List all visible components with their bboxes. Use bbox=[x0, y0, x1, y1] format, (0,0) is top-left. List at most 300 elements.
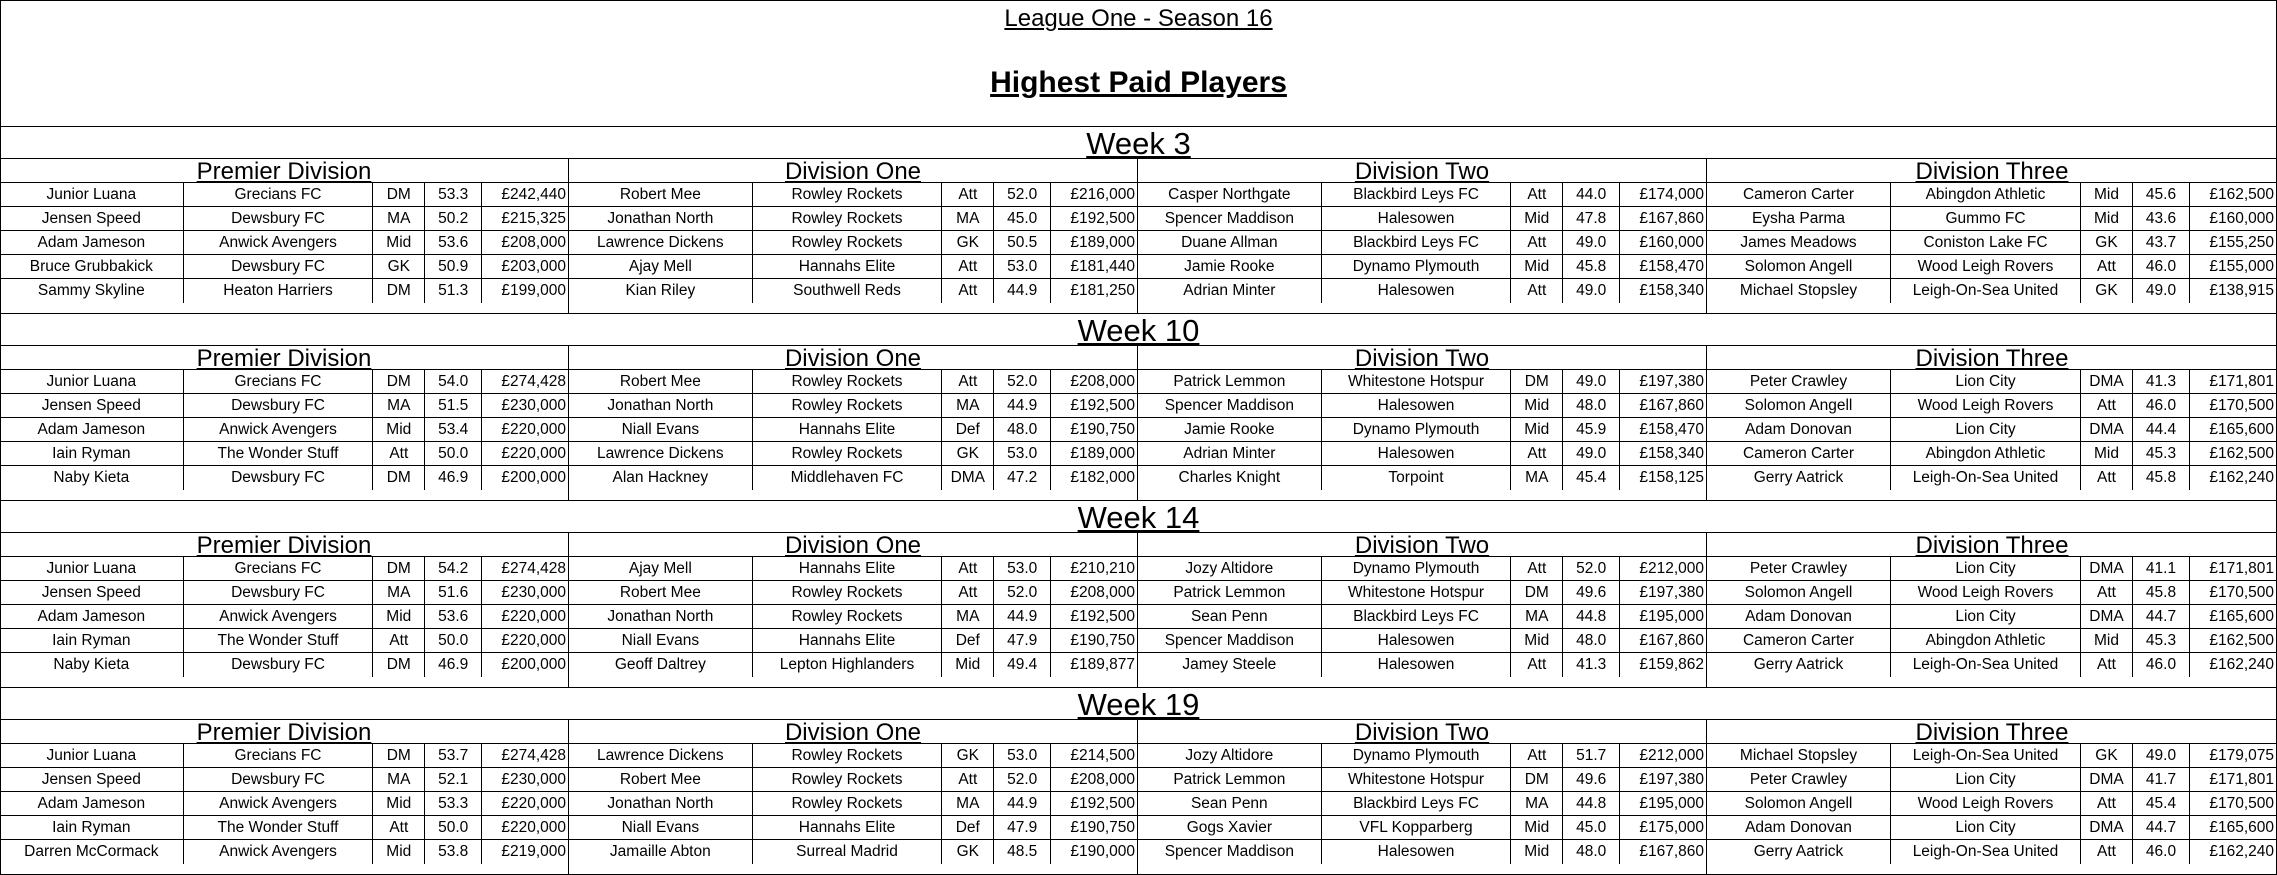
table-row bbox=[1138, 279, 1706, 303]
division-name: Division One bbox=[569, 158, 1137, 183]
club-name: Halesowen bbox=[1322, 653, 1512, 677]
wage: £189,877 bbox=[1070, 656, 1135, 673]
division-name: Division Three bbox=[1707, 158, 2277, 183]
player-name: Ajay Mell bbox=[569, 557, 753, 580]
position: DM bbox=[1511, 768, 1563, 791]
rating: 50.0 bbox=[425, 816, 482, 839]
player-name: Gerry Aatrick bbox=[1707, 840, 1891, 864]
club-name: Leigh-On-Sea United bbox=[1891, 466, 2081, 490]
table-row bbox=[1138, 466, 1706, 490]
position: Att bbox=[1511, 183, 1563, 206]
rating: 46.0 bbox=[2133, 255, 2190, 278]
rating: 45.8 bbox=[2133, 466, 2190, 490]
wage: £212,000 bbox=[1639, 747, 1704, 764]
wage: £165,600 bbox=[2209, 421, 2274, 438]
player-name: Patrick Lemmon bbox=[1138, 581, 1322, 604]
rating: 50.2 bbox=[425, 207, 482, 230]
rating: 46.9 bbox=[425, 466, 482, 490]
position: Mid bbox=[2081, 442, 2133, 465]
player-name: Gerry Aatrick bbox=[1707, 653, 1891, 677]
table-row bbox=[569, 629, 1137, 653]
position: Mid bbox=[373, 840, 425, 864]
wage: £159,862 bbox=[1639, 656, 1704, 673]
table-row bbox=[1707, 466, 2277, 490]
position: GK bbox=[373, 255, 425, 278]
table-row bbox=[0, 816, 568, 840]
position: DM bbox=[373, 653, 425, 677]
rating: 50.9 bbox=[425, 255, 482, 278]
position: Att bbox=[1511, 279, 1563, 303]
wage: £171,801 bbox=[2209, 771, 2274, 788]
player-name: Iain Ryman bbox=[0, 816, 184, 839]
player-name: Peter Crawley bbox=[1707, 557, 1891, 580]
club-name: Lion City bbox=[1891, 557, 2081, 580]
club-name: Rowley Rockets bbox=[753, 207, 943, 230]
position: GK bbox=[942, 840, 994, 864]
division-table bbox=[1707, 345, 2277, 500]
rating: 43.7 bbox=[2133, 231, 2190, 254]
position: MA bbox=[942, 207, 994, 230]
wage: £212,000 bbox=[1639, 560, 1704, 577]
player-name: Niall Evans bbox=[569, 629, 753, 652]
club-name: Gummo FC bbox=[1891, 207, 2081, 230]
wage: £190,750 bbox=[1070, 632, 1135, 649]
rating: 41.3 bbox=[2133, 370, 2190, 393]
club-name: Whitestone Hotspur bbox=[1322, 581, 1512, 604]
wage: £208,000 bbox=[1070, 584, 1135, 601]
wage: £230,000 bbox=[501, 397, 566, 414]
club-name: Rowley Rockets bbox=[753, 605, 943, 628]
club-name: Wood Leigh Rovers bbox=[1891, 792, 2081, 815]
division-row bbox=[0, 532, 2277, 687]
wage: £230,000 bbox=[501, 584, 566, 601]
club-name: Coniston Lake FC bbox=[1891, 231, 2081, 254]
table-row bbox=[0, 442, 568, 466]
club-name: Rowley Rockets bbox=[753, 394, 943, 417]
player-name: Darren McCormack bbox=[0, 840, 184, 864]
player-rows bbox=[569, 744, 1137, 864]
club-name: Lion City bbox=[1891, 816, 2081, 839]
wage: £181,440 bbox=[1070, 258, 1135, 275]
position: Att bbox=[942, 183, 994, 206]
rating: 41.1 bbox=[2133, 557, 2190, 580]
table-row bbox=[569, 442, 1137, 466]
table-row bbox=[0, 792, 568, 816]
wage: £208,000 bbox=[1070, 373, 1135, 390]
wage: £214,500 bbox=[1070, 747, 1135, 764]
player-name: Junior Luana bbox=[0, 370, 184, 393]
position: Att bbox=[2081, 792, 2133, 815]
wage: £160,000 bbox=[2209, 210, 2274, 227]
wage: £274,428 bbox=[501, 747, 566, 764]
position: DMA bbox=[2081, 816, 2133, 839]
player-name: Solomon Angell bbox=[1707, 255, 1891, 278]
rating: 52.1 bbox=[425, 768, 482, 791]
wage: £216,000 bbox=[1070, 186, 1135, 203]
player-name: Michael Stopsley bbox=[1707, 744, 1891, 767]
rating: 49.0 bbox=[1563, 279, 1620, 303]
player-name: Michael Stopsley bbox=[1707, 279, 1891, 303]
club-name: Anwick Avengers bbox=[184, 840, 374, 864]
table-row bbox=[1707, 744, 2277, 768]
rating: 52.0 bbox=[994, 370, 1051, 393]
table-row bbox=[569, 370, 1137, 394]
player-rows bbox=[1138, 744, 1706, 864]
rating: 45.4 bbox=[2133, 792, 2190, 815]
player-name: Jensen Speed bbox=[0, 768, 184, 791]
table-row bbox=[1138, 581, 1706, 605]
club-name: Lepton Highlanders bbox=[753, 653, 943, 677]
table-row bbox=[1707, 279, 2277, 303]
club-name: Lion City bbox=[1891, 605, 2081, 628]
table-row bbox=[1707, 768, 2277, 792]
position: Mid bbox=[373, 418, 425, 441]
player-name: Adrian Minter bbox=[1138, 279, 1322, 303]
player-name: Geoff Daltrey bbox=[569, 653, 753, 677]
table-row bbox=[1707, 418, 2277, 442]
division-name: Division Three bbox=[1707, 345, 2277, 370]
table-row bbox=[569, 394, 1137, 418]
wage: £220,000 bbox=[501, 421, 566, 438]
player-name: Patrick Lemmon bbox=[1138, 370, 1322, 393]
club-name: Dynamo Plymouth bbox=[1322, 418, 1512, 441]
position: Def bbox=[942, 418, 994, 441]
player-name: Adam Donovan bbox=[1707, 418, 1891, 441]
wage: £192,500 bbox=[1070, 210, 1135, 227]
player-name: Jensen Speed bbox=[0, 394, 184, 417]
club-name: Halesowen bbox=[1322, 840, 1512, 864]
table-row bbox=[0, 183, 568, 207]
player-name: Jozy Altidore bbox=[1138, 744, 1322, 767]
table-row bbox=[1707, 653, 2277, 677]
wage: £162,500 bbox=[2209, 632, 2274, 649]
table-row bbox=[1707, 370, 2277, 394]
player-name: Niall Evans bbox=[569, 418, 753, 441]
player-name: Jensen Speed bbox=[0, 207, 184, 230]
club-name: Dynamo Plymouth bbox=[1322, 744, 1512, 767]
table-row bbox=[1707, 255, 2277, 279]
division-name: Division Two bbox=[1138, 345, 1706, 370]
club-name: Rowley Rockets bbox=[753, 183, 943, 206]
position: Att bbox=[2081, 840, 2133, 864]
position: Mid bbox=[2081, 183, 2133, 206]
table-row bbox=[569, 653, 1137, 677]
player-name: Spencer Maddison bbox=[1138, 394, 1322, 417]
wage: £197,380 bbox=[1639, 771, 1704, 788]
wage: £274,428 bbox=[501, 560, 566, 577]
club-name: Blackbird Leys FC bbox=[1322, 605, 1512, 628]
wage: £208,000 bbox=[1070, 771, 1135, 788]
position: DM bbox=[373, 279, 425, 303]
club-name: Dewsbury FC bbox=[184, 653, 374, 677]
rating: 52.0 bbox=[1563, 557, 1620, 580]
position: Att bbox=[942, 279, 994, 303]
division-table bbox=[1138, 719, 1707, 874]
player-name: Solomon Angell bbox=[1707, 792, 1891, 815]
wage: £160,000 bbox=[1639, 234, 1704, 251]
position: DM bbox=[373, 370, 425, 393]
division-table bbox=[1707, 158, 2277, 313]
division-name: Division Two bbox=[1138, 158, 1706, 183]
wage: £200,000 bbox=[501, 656, 566, 673]
position: DMA bbox=[2081, 418, 2133, 441]
rating: 45.9 bbox=[1563, 418, 1620, 441]
table-row bbox=[1707, 840, 2277, 864]
player-rows bbox=[1707, 557, 2277, 677]
position: Mid bbox=[1511, 207, 1563, 230]
table-row bbox=[569, 255, 1137, 279]
wage: £162,240 bbox=[2209, 469, 2274, 486]
position: MA bbox=[373, 768, 425, 791]
rating: 44.9 bbox=[994, 605, 1051, 628]
club-name: Southwell Reds bbox=[753, 279, 943, 303]
table-row bbox=[1138, 792, 1706, 816]
position: MA bbox=[942, 605, 994, 628]
wage: £190,750 bbox=[1070, 421, 1135, 438]
rating: 44.7 bbox=[2133, 816, 2190, 839]
position: Att bbox=[2081, 653, 2133, 677]
week-section bbox=[0, 687, 2277, 874]
club-name: Lion City bbox=[1891, 418, 2081, 441]
player-rows bbox=[1707, 744, 2277, 864]
player-name: Jensen Speed bbox=[0, 581, 184, 604]
club-name: Blackbird Leys FC bbox=[1322, 183, 1512, 206]
player-rows bbox=[0, 744, 568, 864]
position: Att bbox=[373, 629, 425, 652]
rating: 49.0 bbox=[1563, 231, 1620, 254]
division-table bbox=[0, 158, 569, 313]
player-name: Sammy Skyline bbox=[0, 279, 184, 303]
player-name: Cameron Carter bbox=[1707, 442, 1891, 465]
table-row bbox=[1707, 792, 2277, 816]
rating: 48.5 bbox=[994, 840, 1051, 864]
player-name: Naby Kieta bbox=[0, 466, 184, 490]
table-row bbox=[569, 840, 1137, 864]
rating: 52.0 bbox=[994, 183, 1051, 206]
table-row bbox=[0, 279, 568, 303]
player-name: Alan Hackney bbox=[569, 466, 753, 490]
player-name: Jamey Steele bbox=[1138, 653, 1322, 677]
player-name: Jonathan North bbox=[569, 394, 753, 417]
division-table bbox=[569, 719, 1138, 874]
player-name: Spencer Maddison bbox=[1138, 629, 1322, 652]
club-name: Hannahs Elite bbox=[753, 816, 943, 839]
position: GK bbox=[942, 442, 994, 465]
position: MA bbox=[942, 792, 994, 815]
table-row bbox=[569, 816, 1137, 840]
player-name: Adam Jameson bbox=[0, 231, 184, 254]
position: DMA bbox=[942, 466, 994, 490]
weeks-container bbox=[0, 126, 2277, 874]
position: MA bbox=[373, 581, 425, 604]
player-name: Lawrence Dickens bbox=[569, 231, 753, 254]
player-name: Charles Knight bbox=[1138, 466, 1322, 490]
position: Def bbox=[942, 629, 994, 652]
player-name: Adam Jameson bbox=[0, 605, 184, 628]
player-name: Iain Ryman bbox=[0, 442, 184, 465]
club-name: Dewsbury FC bbox=[184, 466, 374, 490]
week-header: Week 10 bbox=[0, 313, 2277, 345]
player-name: Jonathan North bbox=[569, 792, 753, 815]
wage: £138,915 bbox=[2209, 282, 2274, 299]
table-row bbox=[0, 768, 568, 792]
position: DM bbox=[373, 466, 425, 490]
table-row bbox=[1138, 629, 1706, 653]
player-name: Jamie Rooke bbox=[1138, 418, 1322, 441]
wage: £158,340 bbox=[1639, 445, 1704, 462]
player-name: Solomon Angell bbox=[1707, 394, 1891, 417]
table-row bbox=[569, 466, 1137, 490]
player-rows bbox=[569, 557, 1137, 677]
club-name: Hannahs Elite bbox=[753, 557, 943, 580]
rating: 48.0 bbox=[1563, 629, 1620, 652]
player-name: Junior Luana bbox=[0, 557, 184, 580]
table-row bbox=[569, 768, 1137, 792]
position: Att bbox=[1511, 653, 1563, 677]
position: Mid bbox=[373, 792, 425, 815]
rating: 52.0 bbox=[994, 768, 1051, 791]
division-row bbox=[0, 719, 2277, 874]
position: Mid bbox=[1511, 394, 1563, 417]
position: DMA bbox=[2081, 768, 2133, 791]
rating: 44.8 bbox=[1563, 792, 1620, 815]
division-name: Division One bbox=[569, 532, 1137, 557]
club-name: Rowley Rockets bbox=[753, 370, 943, 393]
league-title: League One - Season 16 bbox=[1004, 5, 1273, 32]
club-name: Anwick Avengers bbox=[184, 605, 374, 628]
table-row bbox=[0, 255, 568, 279]
table-row bbox=[1138, 768, 1706, 792]
wage: £158,340 bbox=[1639, 282, 1704, 299]
wage: £179,075 bbox=[2209, 747, 2274, 764]
division-name: Premier Division bbox=[0, 158, 568, 183]
player-name: Adam Donovan bbox=[1707, 605, 1891, 628]
club-name: Hannahs Elite bbox=[753, 255, 943, 278]
table-row bbox=[569, 744, 1137, 768]
club-name: Halesowen bbox=[1322, 279, 1512, 303]
club-name: The Wonder Stuff bbox=[184, 629, 374, 652]
wage: £220,000 bbox=[501, 632, 566, 649]
division-table bbox=[1138, 158, 1707, 313]
wage: £167,860 bbox=[1639, 397, 1704, 414]
table-row bbox=[569, 581, 1137, 605]
player-name: Jonathan North bbox=[569, 605, 753, 628]
club-name: Rowley Rockets bbox=[753, 231, 943, 254]
player-name: Gogs Xavier bbox=[1138, 816, 1322, 839]
division-name: Division Three bbox=[1707, 719, 2277, 744]
page-title: Highest Paid Players bbox=[990, 66, 1287, 99]
club-name: Anwick Avengers bbox=[184, 418, 374, 441]
player-rows bbox=[0, 557, 568, 677]
table-row bbox=[0, 840, 568, 864]
rating: 51.5 bbox=[425, 394, 482, 417]
week-header: Week 3 bbox=[0, 126, 2277, 158]
club-name: Leigh-On-Sea United bbox=[1891, 744, 2081, 767]
wage: £220,000 bbox=[501, 795, 566, 812]
player-name: Peter Crawley bbox=[1707, 768, 1891, 791]
wage: £230,000 bbox=[501, 771, 566, 788]
player-name: Cameron Carter bbox=[1707, 629, 1891, 652]
club-name: Grecians FC bbox=[184, 370, 374, 393]
division-row bbox=[0, 345, 2277, 500]
table-row bbox=[1707, 231, 2277, 255]
division-name: Premier Division bbox=[0, 719, 568, 744]
position: DM bbox=[1511, 581, 1563, 604]
player-name: Adam Donovan bbox=[1707, 816, 1891, 839]
player-name: Niall Evans bbox=[569, 816, 753, 839]
rating: 50.0 bbox=[425, 629, 482, 652]
player-name: Robert Mee bbox=[569, 370, 753, 393]
rating: 44.0 bbox=[1563, 183, 1620, 206]
player-name: Solomon Angell bbox=[1707, 581, 1891, 604]
player-name: Ajay Mell bbox=[569, 255, 753, 278]
player-rows bbox=[1138, 183, 1706, 303]
rating: 47.8 bbox=[1563, 207, 1620, 230]
player-name: Junior Luana bbox=[0, 183, 184, 206]
division-name: Premier Division bbox=[0, 532, 568, 557]
player-name: Iain Ryman bbox=[0, 629, 184, 652]
position: GK bbox=[942, 231, 994, 254]
position: Mid bbox=[1511, 255, 1563, 278]
table-row bbox=[1138, 605, 1706, 629]
player-name: James Meadows bbox=[1707, 231, 1891, 254]
club-name: The Wonder Stuff bbox=[184, 442, 374, 465]
player-rows bbox=[1707, 370, 2277, 490]
position: Mid bbox=[2081, 629, 2133, 652]
wage: £162,240 bbox=[2209, 656, 2274, 673]
club-name: Halesowen bbox=[1322, 207, 1512, 230]
rating: 45.0 bbox=[1563, 816, 1620, 839]
table-row bbox=[0, 394, 568, 418]
wage: £170,500 bbox=[2209, 397, 2274, 414]
table-row bbox=[0, 466, 568, 490]
table-row bbox=[1138, 394, 1706, 418]
table-row bbox=[1707, 581, 2277, 605]
position: DM bbox=[1511, 370, 1563, 393]
wage: £170,500 bbox=[2209, 584, 2274, 601]
player-name: Naby Kieta bbox=[0, 653, 184, 677]
table-row bbox=[0, 605, 568, 629]
rating: 49.0 bbox=[2133, 744, 2190, 767]
week-section bbox=[0, 313, 2277, 500]
division-name: Division Two bbox=[1138, 532, 1706, 557]
table-row bbox=[1138, 255, 1706, 279]
division-table bbox=[569, 345, 1138, 500]
rating: 49.0 bbox=[2133, 279, 2190, 303]
week-header: Week 14 bbox=[0, 500, 2277, 532]
division-table bbox=[0, 532, 569, 687]
position: MA bbox=[1511, 466, 1563, 490]
wage: £174,000 bbox=[1639, 186, 1704, 203]
position: MA bbox=[1511, 605, 1563, 628]
position: Mid bbox=[373, 605, 425, 628]
wage: £197,380 bbox=[1639, 373, 1704, 390]
rating: 53.8 bbox=[425, 840, 482, 864]
player-name: Sean Penn bbox=[1138, 605, 1322, 628]
wage: £195,000 bbox=[1639, 608, 1704, 625]
club-name: Whitestone Hotspur bbox=[1322, 768, 1512, 791]
club-name: Abingdon Athletic bbox=[1891, 629, 2081, 652]
wage: £192,500 bbox=[1070, 608, 1135, 625]
wage: £162,500 bbox=[2209, 445, 2274, 462]
wage: £167,860 bbox=[1639, 843, 1704, 860]
club-name: Whitestone Hotspur bbox=[1322, 370, 1512, 393]
division-table bbox=[1138, 345, 1707, 500]
player-rows bbox=[0, 183, 568, 303]
table-row bbox=[1138, 442, 1706, 466]
wage: £197,380 bbox=[1639, 584, 1704, 601]
table-row bbox=[0, 581, 568, 605]
